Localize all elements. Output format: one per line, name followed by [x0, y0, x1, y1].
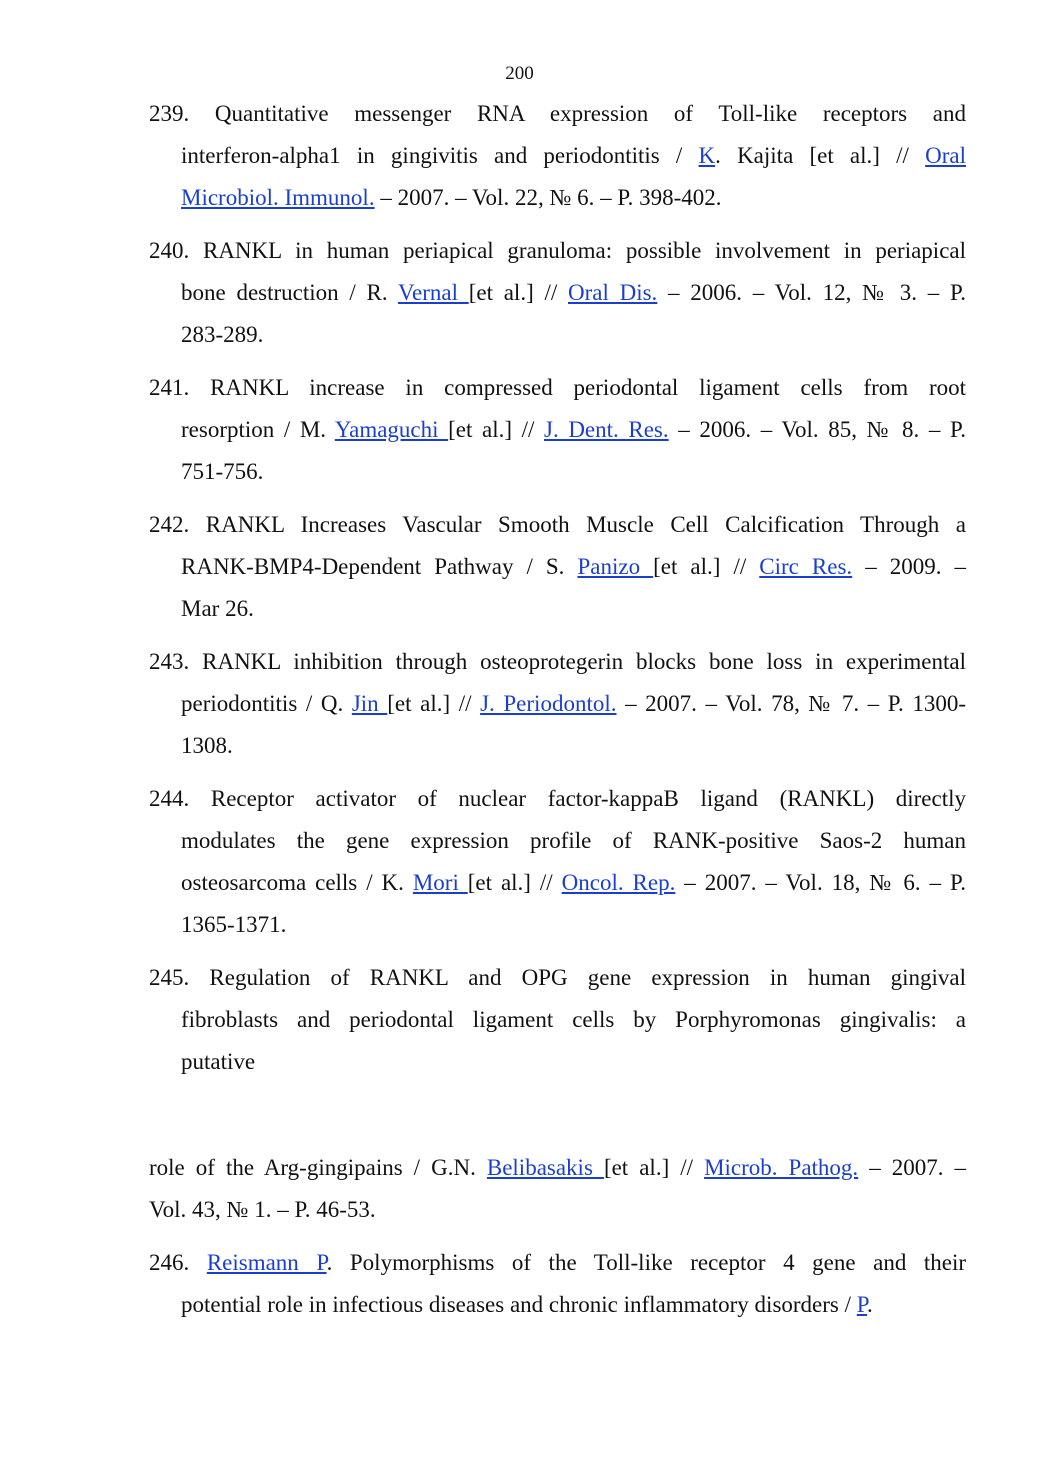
- reference-line: [149, 957, 966, 999]
- reference-entry: [149, 230, 966, 356]
- reference-line: [149, 862, 966, 904]
- reference-line: [149, 1284, 966, 1326]
- reference-text: RANK-BMP4-Dependent Pathway / S.: [181, 554, 578, 579]
- reference-link[interactable]: Oral Dis.: [567, 280, 658, 305]
- reference-text: – 2007. –: [858, 1155, 967, 1180]
- reference-link[interactable]: Panizo: [577, 554, 654, 579]
- reference-text: 241. RANKL increase in compressed periodontal ligament cells from root: [149, 375, 966, 400]
- reference-text: fibroblasts and periodontal ligament cells by Porphyromonas gingivalis: a: [181, 1007, 966, 1032]
- reference-text: 243. RANKL inhibition through osteoprotegerin blocks bone loss in experimental: [149, 649, 966, 674]
- reference-link[interactable]: Yamaguchi: [334, 417, 449, 442]
- reference-continuation: [149, 1147, 966, 1231]
- reference-line: [149, 683, 966, 725]
- reference-text: . Polymorphisms of the Toll-like receptor 4 gene and their: [326, 1250, 967, 1275]
- reference-text: [et al.] //: [468, 280, 568, 305]
- reference-link[interactable]: P: [856, 1292, 868, 1317]
- reference-text: 283-289.: [181, 322, 264, 347]
- reference-text: – 2007. – Vol. 22, № 6. – P. 398-402.: [374, 185, 722, 210]
- reference-text: putative: [181, 1049, 256, 1074]
- reference-text: 1308.: [181, 733, 233, 758]
- reference-entry: [149, 641, 966, 767]
- reference-line: [149, 820, 966, 862]
- reference-text: interferon-alpha1 in gingivitis and periodontitis /: [181, 143, 699, 168]
- reference-line: [149, 999, 966, 1041]
- reference-line: [149, 1189, 966, 1231]
- reference-text: . Kajita [et al.] //: [715, 143, 926, 168]
- reference-line: [149, 367, 966, 409]
- reference-link[interactable]: J. Dent. Res.: [544, 417, 669, 442]
- reference-text: resorption / M.: [181, 417, 335, 442]
- reference-entry: [149, 1242, 966, 1326]
- reference-entry: [149, 93, 966, 219]
- reference-entry: [149, 504, 966, 630]
- reference-text: 244. Receptor activator of nuclear factor-kappaB ligand (RANKL) directly: [149, 786, 966, 811]
- reference-line: [149, 409, 966, 451]
- reference-line: [149, 314, 966, 356]
- reference-text: bone destruction / R.: [181, 280, 398, 305]
- reference-line: [149, 1147, 966, 1189]
- reference-link[interactable]: K: [698, 143, 716, 168]
- reference-line: [149, 272, 966, 314]
- reference-link[interactable]: Belibasakis: [486, 1155, 604, 1180]
- reference-text: – 2006. – Vol. 85, № 8. – P.: [668, 417, 966, 442]
- page-number: 200: [505, 63, 534, 84]
- reference-text: – 2006. – Vol. 12, № 3. – P.: [657, 280, 966, 305]
- reference-text: 246.: [149, 1250, 207, 1275]
- reference-link[interactable]: Oncol. Rep.: [561, 870, 676, 895]
- reference-entry: [149, 957, 966, 1083]
- reference-text: 242. RANKL Increases Vascular Smooth Muscle Cell Calcification Through a: [149, 512, 966, 537]
- reference-link[interactable]: Circ Res.: [759, 554, 853, 579]
- reference-link[interactable]: Microb. Pathog.: [704, 1155, 859, 1180]
- reference-text: 240. RANKL in human periapical granuloma: possible involvement in periapical: [149, 238, 966, 263]
- reference-text: osteosarcoma cells / K.: [181, 870, 413, 895]
- reference-text: 1365-1371.: [181, 912, 287, 937]
- reference-line: [149, 135, 966, 177]
- reference-text: 751-756.: [181, 459, 264, 484]
- reference-line: [149, 778, 966, 820]
- reference-line: [149, 904, 966, 946]
- reference-line: [149, 641, 966, 683]
- reference-text: 239. Quantitative messenger RNA expression of Toll-like receptors and: [149, 101, 966, 126]
- reference-text: Mar 26.: [181, 596, 254, 621]
- reference-line: [149, 588, 966, 630]
- reference-link[interactable]: Mori: [412, 870, 468, 895]
- reference-line: [149, 177, 966, 219]
- reference-text: [et al.] //: [387, 691, 481, 716]
- reference-text: modulates the gene expression profile of RANK-positive Saos-2 human: [181, 828, 966, 853]
- reference-text: 245. Regulation of RANKL and OPG gene expression in human gingival: [149, 965, 966, 990]
- reference-entry: [149, 367, 966, 493]
- reference-link[interactable]: Microbiol. Immunol.: [181, 185, 375, 210]
- reference-entry: [149, 778, 966, 946]
- reference-text: – 2009. –: [852, 554, 967, 579]
- reference-text: Vol. 43, № 1. – P. 46-53.: [149, 1197, 376, 1222]
- reference-line: [149, 546, 966, 588]
- reference-text: periodontitis / Q.: [181, 691, 352, 716]
- reference-line: [149, 504, 966, 546]
- reference-line: [149, 451, 966, 493]
- reference-text: [et al.] //: [467, 870, 562, 895]
- reference-line: [149, 725, 966, 767]
- reference-link[interactable]: Jin: [351, 691, 388, 716]
- reference-text: potential role in infectious diseases and chronic inflammatory disorders /: [181, 1292, 857, 1317]
- reference-text: role of the Arg-gingipains / G.N.: [149, 1155, 487, 1180]
- reference-link[interactable]: Oral: [925, 143, 966, 168]
- reference-text: [et al.] //: [448, 417, 545, 442]
- reference-text: .: [867, 1292, 873, 1317]
- reference-link[interactable]: Reismann P: [206, 1250, 327, 1275]
- reference-link[interactable]: J. Periodontol.: [480, 691, 617, 716]
- reference-line: [149, 230, 966, 272]
- reference-line: [149, 1242, 966, 1284]
- reference-text: [et al.] //: [653, 554, 760, 579]
- reference-text: [et al.] //: [603, 1155, 705, 1180]
- reference-text: – 2007. – Vol. 18, № 6. – P.: [675, 870, 967, 895]
- reference-line: [149, 93, 966, 135]
- reference-line: [149, 1041, 966, 1083]
- reference-text: – 2007. – Vol. 78, № 7. – P. 1300-: [616, 691, 967, 716]
- reference-link[interactable]: Vernal: [397, 280, 469, 305]
